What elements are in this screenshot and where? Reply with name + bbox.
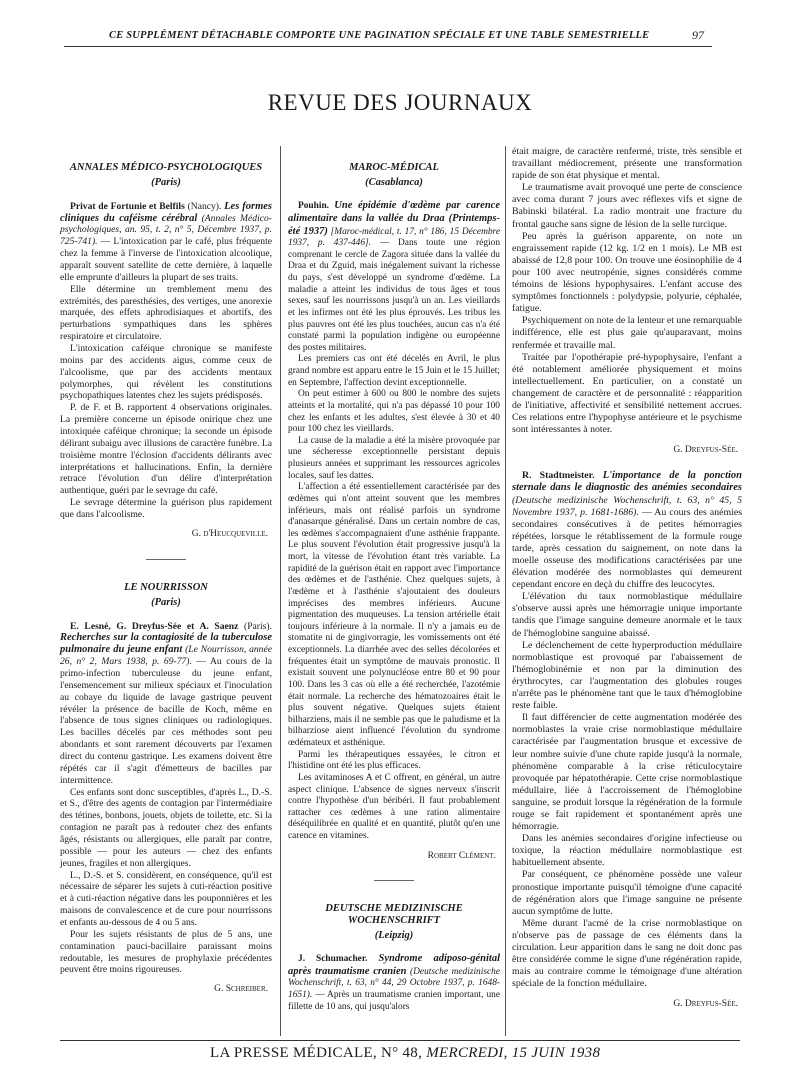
page-footer: [60, 1040, 740, 1063]
article-paragraph: Les premiers cas ont été décelés en Avril, le plus grand nombre est apparu entre le 15 Juin et le 15 Juillet; en Septembre, l'affection devint exceptionnelle.: [288, 354, 500, 388]
article-reference: (Annales Médico-psychologiques, an. 95, t. 2, n° 5, Décembre 1937, p. 725-741).: [60, 212, 272, 248]
article-paragraph: On peut estimer à 600 ou 800 le nombre des sujets atteints et la mortalité, qui n'a pas dépassé 10 pour 100 chez les enfants et les adultes, s'est élevée à 30 et 40 pour 100 chez les vieillards.: [288, 389, 500, 435]
article-paragraph: L'intoxication caféique chronique se manifeste moins par des accidents aigus, comme ceux de l'alcoolisme, que par des accidents mentaux polymorphes, qui révèlent les constitutions psychopathiques latentes chez les sujets prédisposés.: [60, 343, 272, 402]
journal-title: DEUTSCHE MEDIZINISCHE WOCHENSCHRIFT: [325, 903, 463, 926]
article-heading: [288, 200, 500, 354]
spacer: [512, 456, 742, 470]
article-paragraph: Le sevrage détermine la guérison plus rapidement que dans l'alcoolisme.: [60, 497, 272, 521]
article-paragraph: — Au cours de la primo-infection tuberculeuse du jeune enfant, l'ensemencement sur milieux spéciaux et l'inoculation au cobaye du liquide de lavage gastrique peuvent révéler la présence de bacille de Koch, même en l'absence de tous signes cliniques ou radiologiques. Les bacilles décelés par ces méthodes sont peu abondants et sont rarement découverts par l'examen direct du contenu gastrique. Les examens doivent être répétés car il s'agit d'émetteurs de bacilles par intermittence.: [60, 656, 272, 786]
article-authors: R. Stadtmeister.: [522, 470, 595, 482]
page-number: 97: [692, 28, 704, 42]
article-title: L'importance de la ponction sternale dans le diagnostic des anémies secondaires: [512, 470, 742, 494]
article-paragraph: était maigre, de caractère renfermé, triste, très sensible et travaillant médiocrement, présente une transformation rapide de son état physique et mental.: [512, 146, 742, 182]
article-paragraph: L'élévation du taux normoblastique médullaire s'observe aussi après une hémorragie unique importante tandis que l'image sanguine demeure anormale et le taux de l'hémoglobine sanguine abaissé.: [512, 591, 742, 639]
journal-city: (Casablanca): [365, 176, 423, 188]
running-header-text: CE SUPPLÉMENT DÉTACHABLE COMPORTE UNE PAGINATION SPÉCIALE ET UNE TABLE SEMESTRIELLE: [109, 30, 650, 41]
article-title: Syndrome adiposo-génital après traumatisme cranien: [288, 953, 500, 977]
article-title: Une épidémie d'œdème par carence alimentaire dans la vallée du Draa (Printemps-été 1937): [288, 200, 500, 237]
article-paragraph: Même durant l'acmé de la crise normoblastique on n'observe pas de passage de ces éléments dans la circulation. Leur apparition dans le sang ne doit donc pas être considérée comme le signe d'une régénération rapide, mais au contraire comme le témoignage d'une altération spéciale de la fonction médullaire.: [512, 917, 742, 990]
article-heading: [60, 201, 272, 284]
article-paragraph: — Après un traumatisme cranien important, une fillette de 10 ans, qui jusqu'alors: [288, 990, 500, 1012]
article-paragraph: Elle détermine un tremblement menu des extrémités, des paresthésies, des vertiges, une anorexie marquée, des effets aphrodisiaques et abortifs, des perturbations sympathiques dans les sphères respiratoire et circulatoire.: [60, 283, 272, 343]
article-paragraph: P. de F. et B. rapportent 4 observations originales. La première concerne un épisode onirique chez une intoxiquée caféique chronique; la seconde un épisode délirant subaigu avec illusions de caractère funèbre. La troisième montre l'éclosion d'accidents délirants avec interprétations et hallucinations. Enfin, la dernière retrace l'évolution d'un délire d'interprétation authentique, guéri par le sevrage du café.: [60, 402, 272, 497]
footer-line: [210, 1045, 600, 1062]
article-paragraph: L., D.-S. et S. considèrent, en conséquence, qu'il est nécessaire de séparer les sujets à cuti-réaction positive et à cuti-réaction négative dans les pouponnières et les maisons de convalescence et de cure pour nourrissons et enfants au-dessous de 4 ou 5 ans.: [60, 869, 272, 928]
section-divider: [146, 559, 186, 560]
article-signature: Robert Clément.: [427, 850, 496, 861]
article-paragraph: — Dans toute une région comprenant le cercle de Zagora située dans la vallée du Draa et du Zguid, mais inégalement suivant la richesse du pays, s'est développé un syndrome d'œdème. La maladie a atteint les individus de tous âges et tous sexes, sauf les nourrissons jusqu'à un an. Les vieillards et les infirmes ont été les plus éprouvés. Les tribus les plus pauvres ont été les plus touchées, aucun cas n'a été constaté parmi la population indigène ou européenne des postes militaires.: [288, 238, 501, 353]
article-paragraph: La cause de la maladie a été la misère provoquée par une sécheresse exceptionnelle persistant depuis plusieurs années et supprimant les ressources agricoles locales, sauf les dattes.: [288, 435, 500, 481]
article-heading: [60, 621, 272, 787]
article-reference: (Deutsche medizinische Wochenschrift, t. 63, n° 44, 29 Octobre 1937, p. 1648-1651).: [288, 966, 500, 1000]
article-paragraph: — L'intoxication par le café, plus fréquente chez la femme à l'inverse de l'intoxication alcoolique, apparaît souvent satellite de cette dernière, à laquelle elle emprunte d'ailleurs la plupart de ses traits.: [60, 236, 272, 283]
journal-city: (Paris): [151, 596, 181, 608]
article-origin: (Paris).: [244, 620, 272, 632]
article-signature: G. d'Heucqueville.: [191, 528, 268, 539]
article-paragraph: Ces enfants sont donc susceptibles, d'après L., D.-S. et S., d'être des agents de contagion par l'intermédiaire des tétines, bonbons, jouets, objets de toilette, etc. Si la contagion ne paraît pas à redouter chez des enfants âgés, résistants ou allergiques, elle paraît par contre, possible — pour les auteurs — chez des enfants jeunes, fragiles et non allergiques.: [60, 786, 272, 869]
footer-date: MERCREDI, 15 JUIN 1938: [426, 1045, 601, 1061]
rubric-title: REVUE DES JOURNAUX: [267, 90, 533, 115]
column-1: [60, 162, 272, 996]
article-paragraph: Psychiquement on note de la lenteur et une remarquable indifférence, elle est plus gaie qu'auparavant, moins renfermée et travaille mal.: [512, 315, 742, 351]
article-paragraph: Dans les anémies secondaires d'origine infectieuse ou toxique, la réaction médullaire normoblastique est habituellement absente.: [512, 833, 742, 869]
column-3: [512, 146, 742, 1010]
article-signature: G. Schreiber.: [214, 984, 268, 995]
article-origin: (Nancy).: [187, 200, 222, 212]
article-title: Recherches sur la contagiosité de la tuberculose pulmonaire du jeune enfant: [60, 632, 272, 656]
article-paragraph: Pour les sujets résistants de plus de 5 ans, une contamination pauci-bacillaire paraissant moins redoutable, les mesures de prophylaxie précédentes peuvent être moins rigoureuses.: [60, 928, 272, 976]
article-authors: J. Schumacher.: [298, 954, 368, 965]
journal-title: MAROC-MÉDICAL: [349, 162, 439, 173]
journal-title: LE NOURRISSON: [124, 581, 208, 593]
article-paragraph: Le traumatisme avait provoqué une perte de conscience avec coma durant 7 jours avec réflexes vifs et signe de Babinski bilatéral. La radio montrait une fracture du frontal gauche sans signe de lésion de la selle turcique.: [512, 182, 742, 230]
article-reference: (Le Nourrisson, année 26, n° 2, Mars 1938, p. 69-77).: [60, 644, 272, 668]
article-authors: E. Lesné, G. Dreyfus-Sée et A. Saenz: [70, 620, 239, 632]
article-paragraph: L'affection a été essentiellement caractérisée par des œdèmes qui n'ont atteint souvent que les membres inférieurs, mais ont réalisé parfois un syndrome d'anasarque généralisé. Dans un certain nombre de cas, les œdèmes s'accompagnaient d'une asthénie frappante. Le plus souvent l'évolution était progressive jusqu'à la mort, la vitesse de l'évolution étant très variable. La rapidité de la guérison était en rapport avec l'importance des œdèmes et de l'asthénie. Chez quelques sujets, à l'œdème et à l'asthénie s'ajoutaient des douleurs imprécises des membres inférieurs. Aucune pigmentation des muqueuses. La tension artérielle était toujours inférieure à la normale. Il n'y a jamais eu de stomatite ni de gingivorragie, les vomissements ont été exceptionnels. La diarrhée avec des selles décolorées et fréquentes était un symptôme de mauvais pronostic. Il existait souvent une polynucléose entre 80 et 90 pour 100. Dans les 3 cas où elle a été recherchée, l'azotémie était normale. La recherche des hématozoaires était le plus souvent négative. Quelques sujets étaient bilharziens, mais il ne semble pas que le paludisme et la bilharziose aient influencé l'évolution du syndrome œdémateux et asthénique.: [288, 482, 500, 748]
journal-city: (Paris): [151, 176, 181, 188]
article-paragraph: Le déclenchement de cette hyperproduction médullaire normoblastique est provoqué par l'abaissement de l'hémoglobinémie et non par la diminution des érythrocytes, car l'augmentation des globules rouges n'arrête pas le phénomène tant que le taux d'hémoglobine reste faible.: [512, 639, 742, 712]
article-paragraph: Il faut différencier de cette augmentation modérée des normoblastes la vraie crise normoblastique médullaire caractérisée par l'augmentation brusque et excessive de leur nombre suivie d'une chute rapide jusqu'à la normale, phénomène comparable à la crise réticulocytaire provoquée par hépatothérapie. Cette crise normoblastique médullaire, liée à l'accroissement de l'hémoglobine sanguine, se produit lorsque la régénération de la formule rouge se fait rapidement et spontanément après une hémorragie.: [512, 712, 742, 833]
article-authors: Privat de Fortunie et Belfils: [70, 200, 185, 212]
running-header: [64, 28, 712, 47]
article-reference: (Deutsche medizinische Wochenschrift, t. 63, n° 45, 5 Novembre 1937, p. 1681-1686).: [512, 494, 742, 518]
article-title: Les formes cliniques du caféisme cérébral: [60, 200, 272, 224]
article-signature: G. Dreyfus-Sée.: [673, 445, 738, 456]
footer-journal: LA PRESSE MÉDICALE, N° 48,: [210, 1045, 423, 1061]
article-reference: [Maroc-médical, t. 17, n° 186, 15 Décembre 1937, p. 437-446].: [288, 226, 500, 249]
article-heading: [288, 953, 500, 1013]
section-divider: [374, 880, 414, 881]
column-2: [288, 162, 500, 1013]
article-paragraph: Parmi les thérapeutiques essayées, le citron et l'histidine ont été les plus efficaces.: [288, 749, 500, 772]
article-authors: Pouhin.: [298, 201, 330, 212]
article-paragraph: — Au cours des anémies secondaires consécutives à de petites hémorragies répétées, lorsque le rétablissement de la formule rouge tarde, après cessation du saignement, on note dans la moelle osseuse des modifications caractérisées par une élévation modérée des normoblastes qui demeurent cependant encore en deçà du chiffre des leucocytes.: [512, 506, 743, 591]
article-paragraph: Par conséquent, ce phénomène possède une valeur pronostique importante puisqu'il témoigne d'une capacité de régénération alors que l'image sanguine ne présente aucun symptôme de lutte.: [512, 869, 742, 917]
article-heading: [512, 470, 742, 591]
journal-city: (Leipzig): [374, 929, 414, 941]
journal-title: ANNALES MÉDICO-PSYCHOLOGIQUES: [69, 162, 263, 173]
column-divider: [280, 146, 281, 1036]
article-signature: G. Dreyfus-Sée.: [673, 999, 738, 1010]
article-paragraph: Traitée par l'opothérapie pré-hypophysaire, l'enfant a été notablement améliorée physiquement et moins intellectuellement. En particulier, on a constaté un changement de caractère et de personnalité : réapparition de l'initiative, affectivité et sensibilité nettement accrues. Ces relations entre l'hypophyse antérieure et le psychisme sont intéressantes à noter.: [512, 351, 742, 436]
article-paragraph: Les avitaminoses A et C offrent, en général, un autre aspect clinique. L'absence de signes nerveux s'inscrit contre l'hypothèse d'un béribéri. Il faut probablement rattacher ces œdèmes à une ration alimentaire déséquilibrée en qualité et en quantité, plutôt qu'en une carence en vitamines.: [288, 772, 500, 841]
column-divider: [505, 146, 506, 1036]
article-paragraph: Peu après la guérison apparente, on note un engraissement rapide (12 kg. 1/2 en 1 mois). Le MB est abaissé de 12,8 pour 100. On trouve une éosinophilie de 4 pour 100 avec neutropénie, signes considérés comme témoins de lésions hypophysaires. L'enfant accuse des symptômes fonctionnels : polydypsie, polyurie, céphalée, fatigue.: [512, 230, 742, 315]
